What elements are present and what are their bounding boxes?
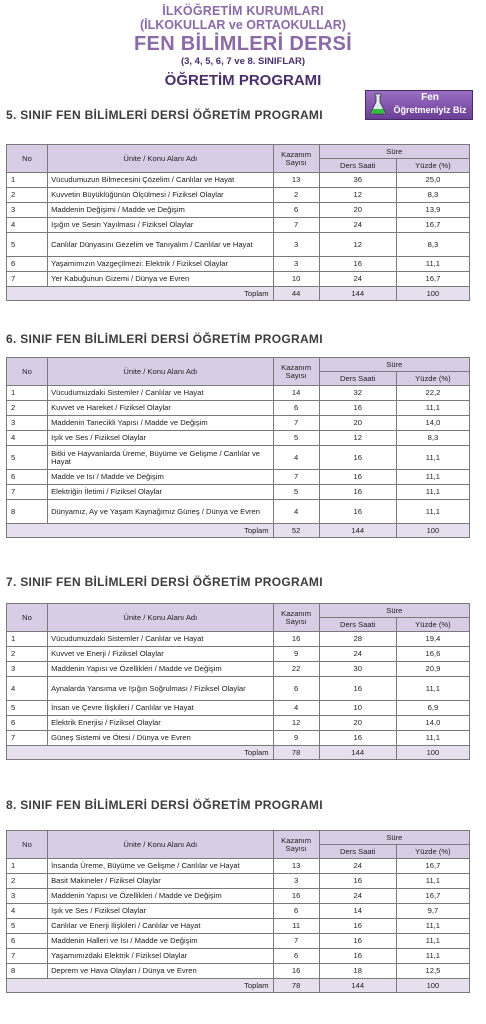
row-unit: İnsanda Üreme, Büyüme ve Gelişme / Canlılar ve Hayat	[48, 859, 273, 874]
row-yuzde: 8,3	[396, 233, 469, 257]
table-row	[7, 662, 470, 677]
row-ders-saati: 16	[319, 485, 396, 500]
row-yuzde: 16,7	[396, 889, 469, 904]
row-kazanim: 9	[273, 647, 319, 662]
row-yuzde: 11,1	[396, 919, 469, 934]
row-kazanim: 10	[273, 272, 319, 287]
row-unit: Maddenin Değişimi / Madde ve Değişim	[48, 203, 273, 218]
row-no: 2	[7, 401, 48, 416]
row-no: 1	[7, 386, 48, 401]
col-sure: Süre	[319, 145, 469, 159]
row-unit: Canlılar Dünyasını Gezelim ve Tanıyalım / Canlılar ve Hayat	[48, 233, 273, 257]
col-unit: Ünite / Konu Alanı Adı	[48, 145, 273, 173]
row-ders-saati: 36	[319, 173, 396, 188]
table-row	[7, 485, 470, 500]
row-ders-saati: 20	[319, 716, 396, 731]
row-yuzde: 11,1	[396, 731, 469, 746]
row-unit: Işığın ve Sesin Yayılması / Fiziksel Olaylar	[48, 218, 273, 233]
col-yuzde: Yüzde (%)	[396, 159, 469, 173]
row-ders-saati: 12	[319, 188, 396, 203]
row-unit: Dünyamız, Ay ve Yaşam Kaynağımız Güneş / Dünya ve Evren	[48, 500, 273, 524]
col-kazanim: Kazanım Sayısı	[273, 831, 319, 859]
table-row	[7, 272, 470, 287]
row-yuzde: 6,9	[396, 701, 469, 716]
row-ders-saati: 24	[319, 647, 396, 662]
row-unit: Maddenin Yapısı ve Özellikleri / Madde ve Değişim	[48, 889, 273, 904]
table-row	[7, 446, 470, 470]
table-row	[7, 731, 470, 746]
row-ders-saati: 20	[319, 416, 396, 431]
col-no: No	[7, 358, 48, 386]
row-yuzde: 16,7	[396, 859, 469, 874]
row-kazanim: 5	[273, 431, 319, 446]
row-no: 1	[7, 859, 48, 874]
row-kazanim: 13	[273, 173, 319, 188]
row-no: 7	[7, 272, 48, 287]
col-unit: Ünite / Konu Alanı Adı	[48, 831, 273, 859]
header-title: FEN BİLİMLERİ DERSİ	[134, 33, 352, 55]
total-ders-saati: 144	[319, 524, 396, 538]
row-unit: Yer Kabuğunun Gizemi / Dünya ve Evren	[48, 272, 273, 287]
program-table-8	[6, 830, 470, 993]
col-unit: Ünite / Konu Alanı Adı	[48, 358, 273, 386]
row-no: 6	[7, 716, 48, 731]
table-row	[7, 859, 470, 874]
row-ders-saati: 16	[319, 401, 396, 416]
row-no: 5	[7, 233, 48, 257]
col-no: No	[7, 831, 48, 859]
row-yuzde: 12,5	[396, 964, 469, 979]
table-row	[7, 874, 470, 889]
row-no: 2	[7, 647, 48, 662]
row-kazanim: 11	[273, 919, 319, 934]
section-title-5: 5. SINIF FEN BİLİMLERİ DERSİ ÖĞRETİM PROGRAMI	[6, 108, 323, 122]
row-no: 5	[7, 919, 48, 934]
table-row	[7, 716, 470, 731]
row-kazanim: 16	[273, 889, 319, 904]
row-no: 3	[7, 662, 48, 677]
table-row	[7, 701, 470, 716]
row-kazanim: 4	[273, 500, 319, 524]
row-ders-saati: 32	[319, 386, 396, 401]
col-yuzde: Yüzde (%)	[396, 618, 469, 632]
table-row	[7, 647, 470, 662]
row-yuzde: 11,1	[396, 485, 469, 500]
table-row	[7, 401, 470, 416]
row-yuzde: 20,9	[396, 662, 469, 677]
row-no: 8	[7, 500, 48, 524]
col-kazanim: Kazanım Sayısı	[273, 145, 319, 173]
row-kazanim: 16	[273, 964, 319, 979]
col-ders-saati: Ders Saati	[319, 845, 396, 859]
row-no: 4	[7, 904, 48, 919]
table-row	[7, 431, 470, 446]
row-unit: Vücudumuzdaki Sistemler / Canlılar ve Hayat	[48, 632, 273, 647]
col-sure: Süre	[319, 831, 469, 845]
row-kazanim: 6	[273, 677, 319, 701]
table-row	[7, 889, 470, 904]
row-kazanim: 3	[273, 233, 319, 257]
table-row	[7, 173, 470, 188]
row-yuzde: 11,1	[396, 500, 469, 524]
table-row	[7, 218, 470, 233]
row-unit: Güneş Sistemi ve Ötesi / Dünya ve Evren	[48, 731, 273, 746]
row-kazanim: 9	[273, 731, 319, 746]
row-unit: Elektrik Enerjisi / Fiziksel Olaylar	[48, 716, 273, 731]
row-no: 8	[7, 964, 48, 979]
row-kazanim: 6	[273, 401, 319, 416]
col-kazanim: Kazanım Sayısı	[273, 604, 319, 632]
row-kazanim: 14	[273, 386, 319, 401]
program-table-7	[6, 603, 470, 760]
document-header	[0, 0, 486, 100]
row-ders-saati: 24	[319, 889, 396, 904]
row-ders-saati: 20	[319, 203, 396, 218]
logo-line-1: Fen	[421, 92, 439, 103]
row-yuzde: 14,0	[396, 416, 469, 431]
row-kazanim: 6	[273, 949, 319, 964]
row-ders-saati: 24	[319, 859, 396, 874]
row-unit: Deprem ve Hava Olayları / Dünya ve Evren	[48, 964, 273, 979]
col-yuzde: Yüzde (%)	[396, 845, 469, 859]
fen-logo	[365, 90, 473, 120]
row-yuzde: 11,1	[396, 949, 469, 964]
row-yuzde: 11,1	[396, 446, 469, 470]
row-ders-saati: 14	[319, 904, 396, 919]
total-kazanim: 78	[273, 979, 319, 993]
row-unit: Basit Makineler / Fiziksel Olaylar	[48, 874, 273, 889]
row-ders-saati: 24	[319, 272, 396, 287]
table-row	[7, 919, 470, 934]
total-row	[7, 287, 470, 301]
col-no: No	[7, 145, 48, 173]
total-label: Toplam	[7, 524, 274, 538]
row-no: 7	[7, 485, 48, 500]
row-yuzde: 11,1	[396, 934, 469, 949]
row-yuzde: 16,7	[396, 272, 469, 287]
row-yuzde: 16,7	[396, 218, 469, 233]
row-unit: Maddenin Tanecikli Yapısı / Madde ve Değişim	[48, 416, 273, 431]
row-ders-saati: 12	[319, 233, 396, 257]
row-unit: Madde ve Isı / Madde ve Değişim	[48, 470, 273, 485]
total-row	[7, 524, 470, 538]
row-unit: Kuvvet ve Enerji / Fiziksel Olaylar	[48, 647, 273, 662]
table-row	[7, 257, 470, 272]
row-yuzde: 8,3	[396, 188, 469, 203]
table-row	[7, 500, 470, 524]
row-unit: Yaşamımızın Vazgeçilmezi: Elektrik / Fiziksel Olaylar	[48, 257, 273, 272]
row-no: 6	[7, 470, 48, 485]
row-no: 4	[7, 677, 48, 701]
row-yuzde: 11,1	[396, 257, 469, 272]
row-yuzde: 19,4	[396, 632, 469, 647]
table-row	[7, 416, 470, 431]
col-yuzde: Yüzde (%)	[396, 372, 469, 386]
row-ders-saati: 16	[319, 919, 396, 934]
row-ders-saati: 24	[319, 218, 396, 233]
total-kazanim: 78	[273, 746, 319, 760]
row-ders-saati: 16	[319, 470, 396, 485]
row-no: 5	[7, 446, 48, 470]
row-no: 4	[7, 218, 48, 233]
row-yuzde: 9,7	[396, 904, 469, 919]
row-unit: Elektriğin İletimi / Fiziksel Olaylar	[48, 485, 273, 500]
row-ders-saati: 10	[319, 701, 396, 716]
row-kazanim: 7	[273, 934, 319, 949]
row-ders-saati: 16	[319, 257, 396, 272]
col-ders-saati: Ders Saati	[319, 159, 396, 173]
row-unit: Vücudumuzun Bilmecesini Çözelim / Canlılar ve Hayat	[48, 173, 273, 188]
row-yuzde: 11,1	[396, 677, 469, 701]
row-kazanim: 6	[273, 904, 319, 919]
total-ders-saati: 144	[319, 979, 396, 993]
row-no: 6	[7, 257, 48, 272]
row-kazanim: 5	[273, 485, 319, 500]
row-yuzde: 16,6	[396, 647, 469, 662]
row-ders-saati: 18	[319, 964, 396, 979]
table-row	[7, 188, 470, 203]
row-kazanim: 12	[273, 716, 319, 731]
row-kazanim: 6	[273, 203, 319, 218]
section-title-6: 6. SINIF FEN BİLİMLERİ DERSİ ÖĞRETİM PROGRAMI	[6, 332, 323, 346]
flask-icon	[369, 93, 387, 115]
col-no: No	[7, 604, 48, 632]
row-kazanim: 13	[273, 859, 319, 874]
row-kazanim: 3	[273, 257, 319, 272]
header-line-1: İLKÖĞRETİM KURUMLARI	[162, 4, 324, 18]
table-row	[7, 632, 470, 647]
table-row	[7, 386, 470, 401]
row-unit: Yaşamımızdaki Elektrik / Fiziksel Olaylar	[48, 949, 273, 964]
row-kazanim: 3	[273, 874, 319, 889]
row-no: 7	[7, 731, 48, 746]
header-grades: (3, 4, 5, 6, 7 ve 8. SINIFLAR)	[180, 56, 306, 67]
program-table-6	[6, 357, 470, 538]
row-no: 2	[7, 874, 48, 889]
row-kazanim: 2	[273, 188, 319, 203]
row-no: 7	[7, 949, 48, 964]
table-row	[7, 203, 470, 218]
row-unit: Işık ve Ses / Fiziksel Olaylar	[48, 431, 273, 446]
row-ders-saati: 16	[319, 934, 396, 949]
row-kazanim: 22	[273, 662, 319, 677]
header-subtitle: ÖĞRETİM PROGRAMI	[164, 72, 322, 89]
row-no: 4	[7, 431, 48, 446]
row-ders-saati: 28	[319, 632, 396, 647]
row-unit: Kuvvet ve Hareket / Fiziksel Olaylar	[48, 401, 273, 416]
table-row	[7, 233, 470, 257]
row-kazanim: 16	[273, 632, 319, 647]
row-no: 3	[7, 889, 48, 904]
col-ders-saati: Ders Saati	[319, 618, 396, 632]
table-row	[7, 677, 470, 701]
program-table-5	[6, 144, 470, 301]
col-ders-saati: Ders Saati	[319, 372, 396, 386]
row-unit: İnsan ve Çevre İlişkileri / Canlılar ve Hayat	[48, 701, 273, 716]
row-yuzde: 25,0	[396, 173, 469, 188]
row-no: 3	[7, 203, 48, 218]
total-yuzde: 100	[396, 746, 469, 760]
row-ders-saati: 30	[319, 662, 396, 677]
row-ders-saati: 16	[319, 446, 396, 470]
total-yuzde: 100	[396, 524, 469, 538]
row-yuzde: 13,9	[396, 203, 469, 218]
row-no: 5	[7, 701, 48, 716]
total-kazanim: 52	[273, 524, 319, 538]
row-yuzde: 14,0	[396, 716, 469, 731]
total-yuzde: 100	[396, 979, 469, 993]
row-no: 1	[7, 632, 48, 647]
total-label: Toplam	[7, 979, 274, 993]
row-ders-saati: 16	[319, 677, 396, 701]
total-row	[7, 979, 470, 993]
row-unit: Aynalarda Yansıma ve Işığın Soğrulması / Fiziksel Olaylar	[48, 677, 273, 701]
row-yuzde: 11,1	[396, 401, 469, 416]
row-unit: Kuvvetin Büyüklüğünün Ölçülmesi / Fiziksel Olaylar	[48, 188, 273, 203]
row-unit: Bitki ve Hayvanlarda Üreme, Büyüme ve Gelişme / Canlılar ve Hayat	[48, 446, 273, 470]
col-kazanim: Kazanım Sayısı	[273, 358, 319, 386]
table-row	[7, 904, 470, 919]
total-ders-saati: 144	[319, 746, 396, 760]
row-yuzde: 11,1	[396, 470, 469, 485]
row-unit: Işık ve Ses / Fiziksel Olaylar	[48, 904, 273, 919]
row-ders-saati: 12	[319, 431, 396, 446]
table-row	[7, 949, 470, 964]
table-row	[7, 470, 470, 485]
section-title-8: 8. SINIF FEN BİLİMLERİ DERSİ ÖĞRETİM PROGRAMI	[6, 798, 323, 812]
row-no: 2	[7, 188, 48, 203]
col-sure: Süre	[319, 358, 469, 372]
row-kazanim: 7	[273, 218, 319, 233]
table-row	[7, 964, 470, 979]
row-unit: Canlılar ve Enerji İlişkileri / Canlılar ve Hayat	[48, 919, 273, 934]
row-kazanim: 4	[273, 446, 319, 470]
total-label: Toplam	[7, 287, 274, 301]
col-unit: Ünite / Konu Alanı Adı	[48, 604, 273, 632]
row-kazanim: 7	[273, 470, 319, 485]
table-row	[7, 934, 470, 949]
row-ders-saati: 16	[319, 500, 396, 524]
logo-line-2: Öğretmeniyiz Biz	[393, 105, 467, 115]
total-kazanim: 44	[273, 287, 319, 301]
total-ders-saati: 144	[319, 287, 396, 301]
row-unit: Maddenin Halleri ve Isı / Madde ve Değişim	[48, 934, 273, 949]
col-sure: Süre	[319, 604, 469, 618]
header-line-2: (İLKOKULLAR ve ORTAOKULLAR)	[140, 18, 346, 32]
row-ders-saati: 16	[319, 731, 396, 746]
total-yuzde: 100	[396, 287, 469, 301]
total-label: Toplam	[7, 746, 274, 760]
row-yuzde: 11,1	[396, 874, 469, 889]
row-ders-saati: 16	[319, 874, 396, 889]
row-unit: Vücudumuzdaki Sistemler / Canlılar ve Hayat	[48, 386, 273, 401]
row-no: 1	[7, 173, 48, 188]
row-kazanim: 4	[273, 701, 319, 716]
section-title-7: 7. SINIF FEN BİLİMLERİ DERSİ ÖĞRETİM PROGRAMI	[6, 575, 323, 589]
row-no: 3	[7, 416, 48, 431]
row-ders-saati: 16	[319, 949, 396, 964]
row-yuzde: 8,3	[396, 431, 469, 446]
row-no: 6	[7, 934, 48, 949]
row-unit: Maddenin Yapısı ve Özellikleri / Madde ve Değişim	[48, 662, 273, 677]
row-yuzde: 22,2	[396, 386, 469, 401]
total-row	[7, 746, 470, 760]
row-kazanim: 7	[273, 416, 319, 431]
